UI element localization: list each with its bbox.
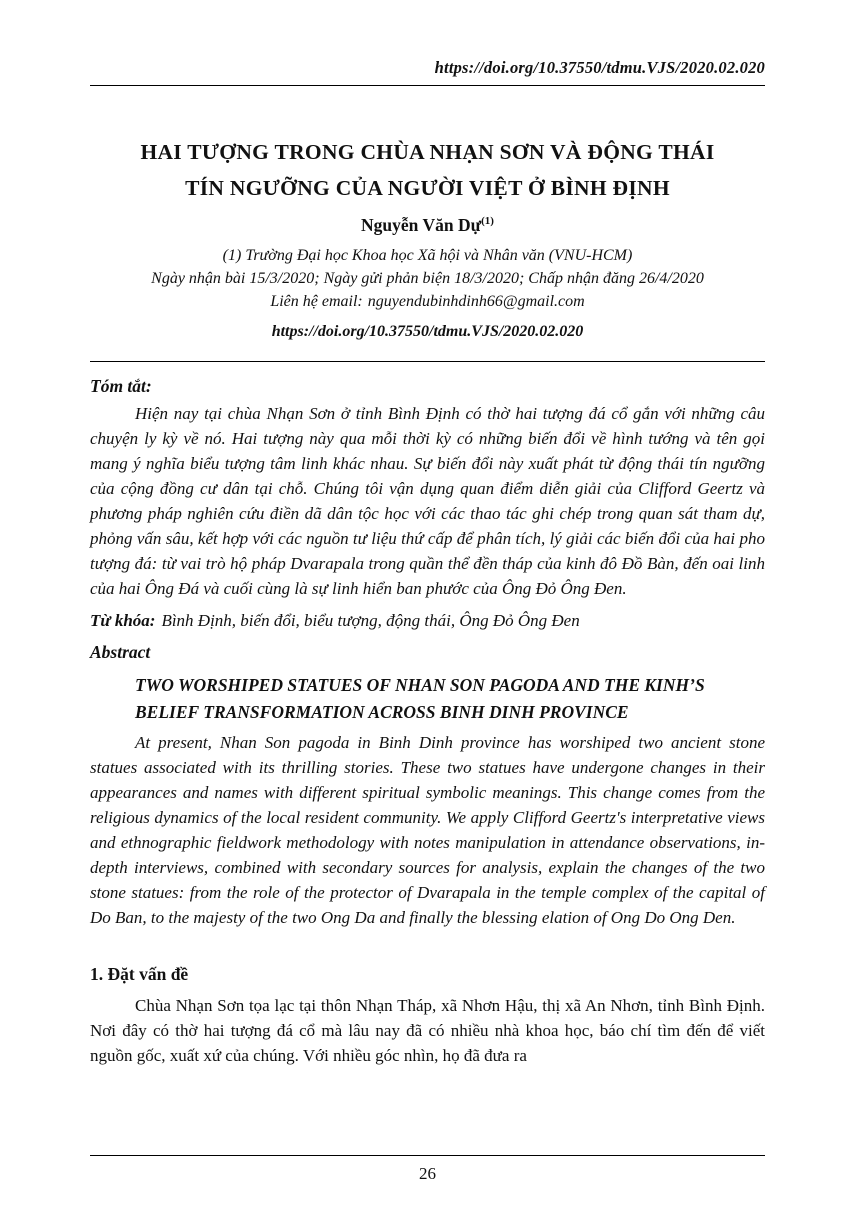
affiliation-line: (1) Trường Đại học Khoa học Xã hội và Nhân văn (VNU-HCM) <box>222 247 633 264</box>
header-rule <box>90 85 765 86</box>
author-affiliation-marker: (1) <box>481 215 494 228</box>
article-title <box>90 134 765 206</box>
abstract-separator-rule <box>90 361 765 362</box>
article-meta <box>90 244 765 313</box>
author-name: Nguyễn Văn Dự <box>361 215 482 235</box>
page-header <box>90 58 765 78</box>
contact-email-link[interactable]: nguyendubinhdinh66@gmail.com <box>367 293 585 310</box>
doi-center <box>90 323 765 341</box>
keywords-line <box>90 608 765 633</box>
author-line <box>90 215 765 236</box>
abstract-en-title <box>135 672 765 726</box>
abstract-en-text: At present, Nhan Son pagoda in Binh Dinh province has worshiped two ancient stone statues associated with its thrilling stories. These two statues have undergone changes in their appearances and names with different spiritual symbolic meanings. This change comes from the religious dynamics of the local resident community. We apply Clifford Geertz's interpretative views and ethnographic fieldwork methodology with notes manipulation in attendance observations, in-depth interviews, combined with secondary sources for analysis, explain the changes of the two stone statues: from the role of the protector of Dvarapala in the temple complex of the capital of Do Ban, to the majesty of the two Ong Da and finally the blessing elation of Ong Do Ong Den. <box>90 733 765 927</box>
abstract-vi-text: Hiện nay tại chùa Nhạn Sơn ở tỉnh Bình Định có thờ hai tượng đá cổ gắn với những câu chuyện ly kỳ về nó. Hai tượng này qua mỗi thời kỳ có những biến đổi về hình tướng và tên gọi mang ý nghĩa biểu tượng tâm linh khác nhau. Sự biến đổi này xuất phát từ động thái tín ngưỡng của cộng đồng cư dân tại chỗ. Chúng tôi vận dụng quan điểm diễn giải của Clifford Geertz và phương pháp nghiên cứu điền dã dân tộc học với các thao tác ghi chép trong quan sát tham dự, phỏng vấn sâu, kết hợp với các nguồn tư liệu thứ cấp để phân tích, lý giải các biến đổi của hai pho tượng đá: từ vai trò hộ pháp Dvarapala trong quần thể đền tháp của kinh đô Đồ Bàn, đến oai linh của hai Ông Đá và cuối cùng là sự linh hiển ban phước của Ông Đỏ Ông Đen. <box>90 404 765 598</box>
abstract-en-title-line-2: BELIEF TRANSFORMATION ACROSS BINH DINH PROVINCE <box>135 702 629 722</box>
header-doi-link[interactable]: https://doi.org/10.37550/tdmu.VJS/2020.02.020 <box>434 58 765 77</box>
article-title-line-2: TÍN NGƯỠNG CỦA NGƯỜI VIỆT Ở BÌNH ĐỊNH <box>185 176 670 200</box>
keywords-text: Bình Định, biến đổi, biểu tượng, động thái, Ông Đỏ Ông Đen <box>161 611 580 630</box>
contact-label: Liên hệ email: <box>270 293 363 310</box>
article-title-line-1: HAI TƯỢNG TRONG CHÙA NHẠN SƠN VÀ ĐỘNG THÁI <box>140 140 715 164</box>
contact-line <box>90 290 765 313</box>
abstract-vi-label: Tóm tắt: <box>90 376 152 396</box>
dates-line: Ngày nhận bài 15/3/2020; Ngày gửi phản biện 18/3/2020; Chấp nhận đăng 26/4/2020 <box>151 270 704 287</box>
abstract-en-title-line-1: TWO WORSHIPED STATUES OF NHAN SON PAGODA AND THE KINH’S <box>135 675 705 695</box>
doi-link[interactable]: https://doi.org/10.37550/tdmu.VJS/2020.02.020 <box>271 323 584 340</box>
abstract-en-label: Abstract <box>90 642 151 662</box>
page-number: 26 <box>419 1164 436 1183</box>
section-1-paragraph: Chùa Nhạn Sơn tọa lạc tại thôn Nhạn Tháp, xã Nhơn Hậu, thị xã An Nhơn, tỉnh Bình Định. Nơi đây có thờ hai tượng đá cổ mà lâu nay đã có nhiều nhà khoa học, báo chí tìm đến để viết nguồn gốc, xuất xứ của chúng. Với nhiều góc nhìn, họ đã đưa ra <box>90 996 765 1065</box>
keywords-label: Từ khóa: <box>90 611 156 630</box>
section-1-heading: 1. Đặt vấn đề <box>90 964 189 984</box>
page-footer <box>90 1155 765 1184</box>
